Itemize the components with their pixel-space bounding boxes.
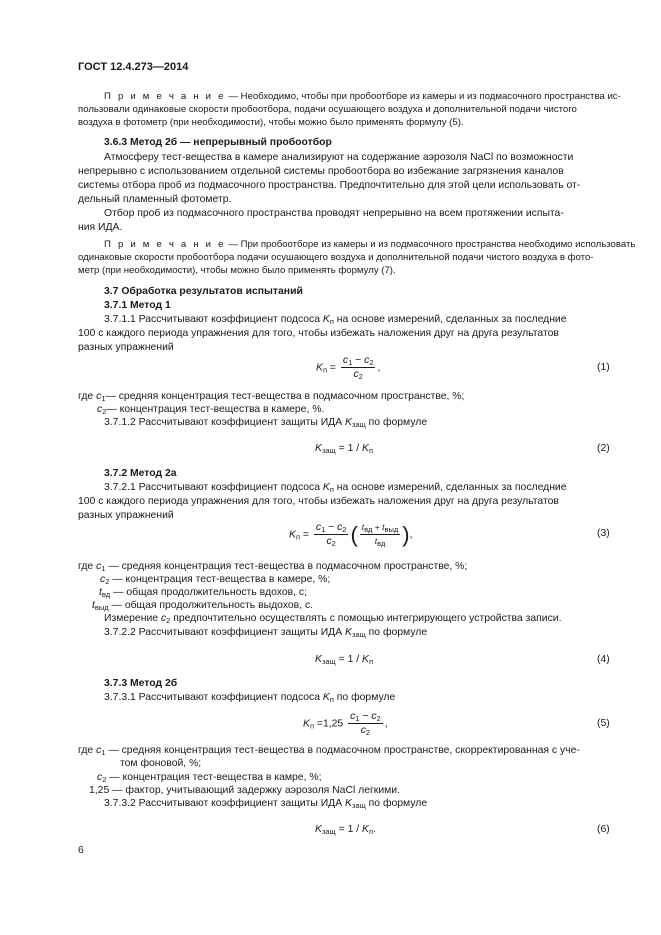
s363-p1-l4: дельный пламенный фотометр. xyxy=(78,194,232,205)
section-3-7-title: 3.7 Обработка результатов испытаний xyxy=(104,286,303,297)
s363-p1-l2: непрерывно с использованием отдельной системы пробоотбора во избежание загрязнения каналов xyxy=(78,166,564,177)
m2-where2: $c_2$ — концентрация тест-вещества в камере, %; xyxy=(100,574,331,586)
m1-p1-l2: 100 с каждого периода упражнения для того, чтобы избежать наложения друг на друга результатов xyxy=(78,328,559,339)
m3-where1b: том фоновой, %; xyxy=(120,758,202,769)
s363-p2-l2: ния ИДА. xyxy=(78,222,123,233)
m2-where1: где $c_1$ — средняя концентрация тест-вещества в подмасочном пространстве, %; xyxy=(78,561,468,573)
page-number: 6 xyxy=(78,845,84,856)
eq3-number: (3) xyxy=(597,528,610,539)
eq2-number: (2) xyxy=(597,443,610,454)
method2a-title: 3.7.2 Метод 2а xyxy=(104,468,177,479)
eq4-number: (4) xyxy=(597,654,610,665)
m3-where1: где $c_1$ — средняя концентрация тест-вещества в подмасочном пространстве, скорректированная с уче- xyxy=(78,745,580,757)
equation-1: $K_п$ = $\frac{c_1 - c_2}{c_2}$ , xyxy=(316,355,381,381)
m2-p1-l1: 3.7.2.1 Рассчитывают коэффициент подсоса $K_п$ на основе измерений, сделанных за последние xyxy=(104,482,567,494)
m1-p2: 3.7.1.2 Рассчитывают коэффициент защиты ИДА $K_{защ}$ по формуле xyxy=(104,417,428,429)
s363-p1-l3: системы отбора проб из подмасочного пространства. Предпочтительно для этой цели использовать от- xyxy=(78,180,581,191)
m3-where3: 1,25 — фактор, учитывающий задержку аэрозоля NaCl легкими. xyxy=(89,785,400,796)
m2-measure: Измерение $c_2$ предпочтительно осуществлять с помощью интегрирующего устройства записи. xyxy=(104,613,562,625)
m3-p2: 3.7.3.2 Рассчитывают коэффициент защиты ИДА $K_{защ}$ по формуле xyxy=(104,798,428,810)
m3-where2: $c_2$ — концентрация тест-вещества в камре, %; xyxy=(97,772,322,784)
method2b-title: 3.7.3 Метод 2б xyxy=(104,678,178,689)
note2-line3: метр (при необходимости), чтобы можно было применять формулу (7). xyxy=(78,265,396,276)
equation-4: $K_{защ} = 1 / K_п$ xyxy=(315,654,374,666)
eq6-number: (6) xyxy=(597,824,610,835)
s363-p1-l1: Атмосферу тест-вещества в камере анализируют на содержание аэрозоля NaCl по возможности xyxy=(104,152,574,163)
m2-p1-l2: 100 с каждого периода упражнения для того, чтобы избежать наложения друг на друга результатов xyxy=(78,496,559,507)
equation-5: $K_п =1,25$ $\frac{c_1 - c_2}{c_2}$ , xyxy=(303,711,388,737)
m1-p1-l1: 3.7.1.1 Рассчитывают коэффициент подсоса $K_п$ на основе измерений, сделанных за последние xyxy=(104,314,567,326)
eq5-number: (5) xyxy=(597,718,610,729)
note2-line2: одинаковые скорости пробоотбора подачи осушающего воздуха и дополнительной подачи чистого воздуха в фото- xyxy=(78,252,594,263)
m2-where3: $t_{вд}$ — общая продолжительность вдохов, с; xyxy=(99,587,307,599)
section-3-6-3-title: 3.6.3 Метод 2б — непрерывный пробоотбор xyxy=(104,137,332,148)
m2-where4: $t_{выд}$ — общая продолжительность выдохов, с. xyxy=(92,600,314,612)
note1-line3: воздуха в фотометр (при необходимости), чтобы можно было применять формулу (5). xyxy=(78,117,464,128)
m1-where2: $c_2—$ концентрация тест-вещества в камере, %. xyxy=(97,404,325,416)
m2-p2: 3.7.2.2 Рассчитывают коэффициент защиты ИДА $K_{защ}$ по формуле xyxy=(104,627,428,639)
note2-line1: П р и м е ч а н и е — При пробоотборе из камеры и из подмасочного пространства необходимо использовать xyxy=(104,239,636,250)
eq1-number: (1) xyxy=(597,362,610,373)
m1-p1-l3: разных упражнений xyxy=(78,342,174,353)
document-header: ГОСТ 12.4.273—2014 xyxy=(78,61,189,73)
m3-p1: 3.7.3.1 Рассчитывают коэффициент подсоса $K_п$ по формуле xyxy=(104,692,396,704)
m2-p1-l3: разных упражнений xyxy=(78,510,174,521)
equation-3: $K_п$ = $\frac{c_1 - c_2}{c_2}$ ( $\frac{t_{вд} + t_{выд}}{t_{вд}}$ ), xyxy=(289,521,413,548)
m1-where1: где $c_1—$ средняя концентрация тест-вещества в подмасочном пространстве, %; xyxy=(78,391,465,403)
equation-2: $K_{защ} = 1 / K_п$ xyxy=(315,443,374,455)
s363-p2-l1: Отбор проб из подмасочного пространства проводят непрерывно на всем протяжении испыта- xyxy=(104,208,564,219)
note1-line1: П р и м е ч а н и е — Необходимо, чтобы при пробоотборе из камеры и из подмасочного пространства ис- xyxy=(104,91,621,102)
equation-6: $K_{защ} = 1 / K_п$. xyxy=(315,824,376,836)
note1-line2: пользовали одинаковые скорости пробоотбора, подачи осушающего воздуха и дополнительной подачи чистого xyxy=(78,104,577,115)
method1-title: 3.7.1 Метод 1 xyxy=(104,300,171,311)
